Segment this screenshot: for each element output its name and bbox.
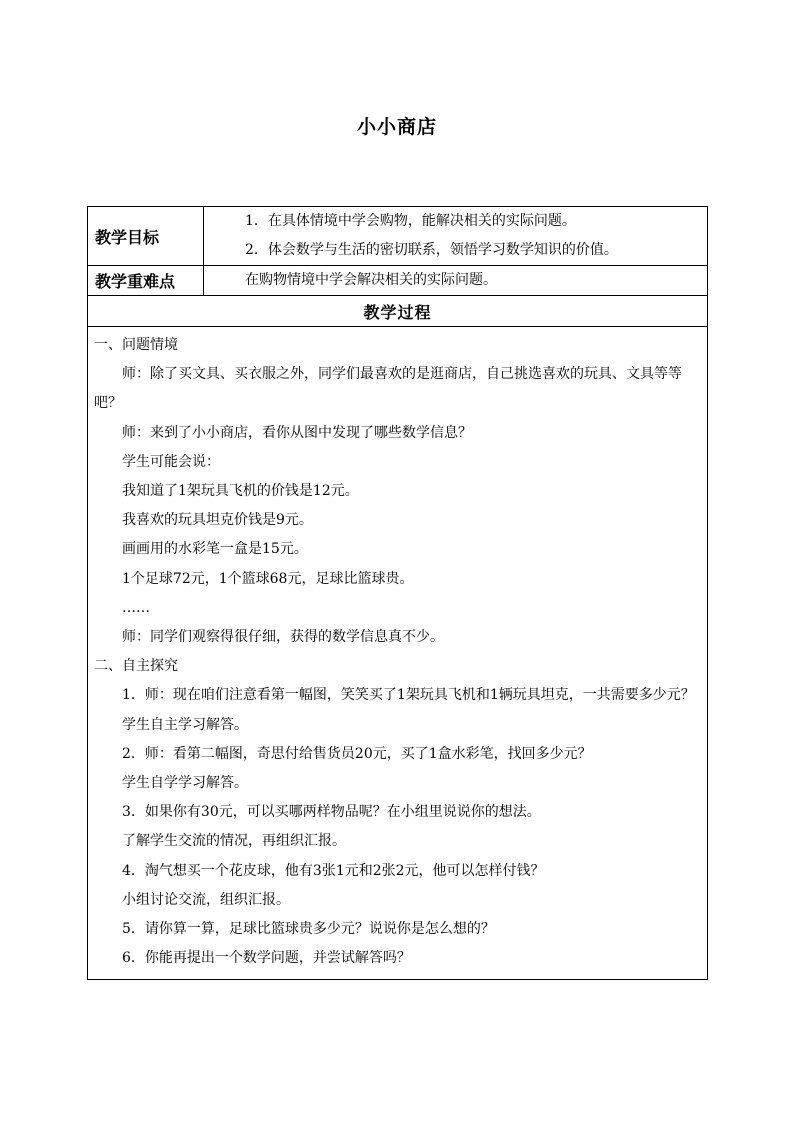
objective-item-2: 2．体会数学与生活的密切联系，领悟学习数学知识的价值。 bbox=[245, 242, 618, 258]
section-heading-2: 二、自主探究 bbox=[94, 658, 178, 675]
process-line: 1个足球72元，1个篮球68元，足球比篮球贵。 bbox=[122, 570, 414, 587]
key-points-text: 在购物情境中学会解决相关的实际问题。 bbox=[245, 272, 497, 288]
process-line: 5．请你算一算，足球比篮球贵多少元？说说你是怎么想的？ bbox=[122, 921, 495, 938]
process-line: 师：同学们观察得很仔细，获得的数学信息真不少。 bbox=[122, 629, 444, 646]
process-line: 学生自学学习解答。 bbox=[122, 775, 248, 792]
process-line: 1．师：现在咱们注意看第一幅图，笑笑买了1架玩具飞机和1辆玩具坦克，一共需要多少元？ bbox=[122, 687, 695, 704]
process-line: 3．如果你有30元，可以买哪两样物品呢？在小组里说说你的想法。 bbox=[122, 804, 541, 821]
process-heading: 教学过程 bbox=[88, 296, 708, 327]
process-line: 我知道了1架玩具飞机的价钱是12元。 bbox=[122, 483, 359, 500]
process-line: 了解学生交流的情况，再组织汇报。 bbox=[122, 833, 346, 850]
process-line: 2．师：看第二幅图，奇思付给售货员20元，买了1盒水彩笔，找回多少元？ bbox=[122, 745, 592, 762]
page-title: 小小商店 bbox=[356, 116, 437, 138]
lesson-plan-table bbox=[87, 206, 708, 980]
objectives-row bbox=[88, 207, 708, 266]
objectives-label: 教学目标 bbox=[88, 207, 204, 266]
process-line: 师：来到了小小商店，看你从图中发现了哪些数学信息？ bbox=[122, 424, 472, 441]
key-points-content bbox=[204, 266, 708, 296]
objectives-content bbox=[204, 207, 708, 266]
process-line: 6．你能再提出一个数学问题，并尝试解答吗？ bbox=[122, 950, 411, 967]
process-line: 我喜欢的玩具坦克价钱是9元。 bbox=[122, 512, 313, 529]
key-points-label: 教学重难点 bbox=[88, 266, 204, 296]
process-line: 学生自主学习解答。 bbox=[122, 716, 248, 733]
objective-item-1: 1．在具体情境中学会购物，能解决相关的实际问题。 bbox=[245, 213, 576, 229]
process-body bbox=[88, 327, 708, 980]
process-line: 小组讨论交流，组织汇报。 bbox=[122, 891, 290, 908]
process-heading-row bbox=[88, 296, 708, 327]
process-line: 学生可能会说： bbox=[122, 453, 220, 470]
key-points-row bbox=[88, 266, 708, 296]
process-line: 画画用的水彩笔一盒是15元。 bbox=[122, 541, 308, 558]
section-heading-1: 一、问题情境 bbox=[94, 337, 178, 353]
process-line: 4．淘气想买一个花皮球，他有3张1元和2张2元，他可以怎样付钱？ bbox=[122, 862, 545, 879]
process-line: …… bbox=[122, 599, 150, 616]
process-body-row bbox=[88, 327, 708, 980]
process-line: 师：除了买文具、买衣服之外，同学们最喜欢的是逛商店，自己挑选喜欢的玩具、文具等等吧？ bbox=[94, 366, 682, 412]
